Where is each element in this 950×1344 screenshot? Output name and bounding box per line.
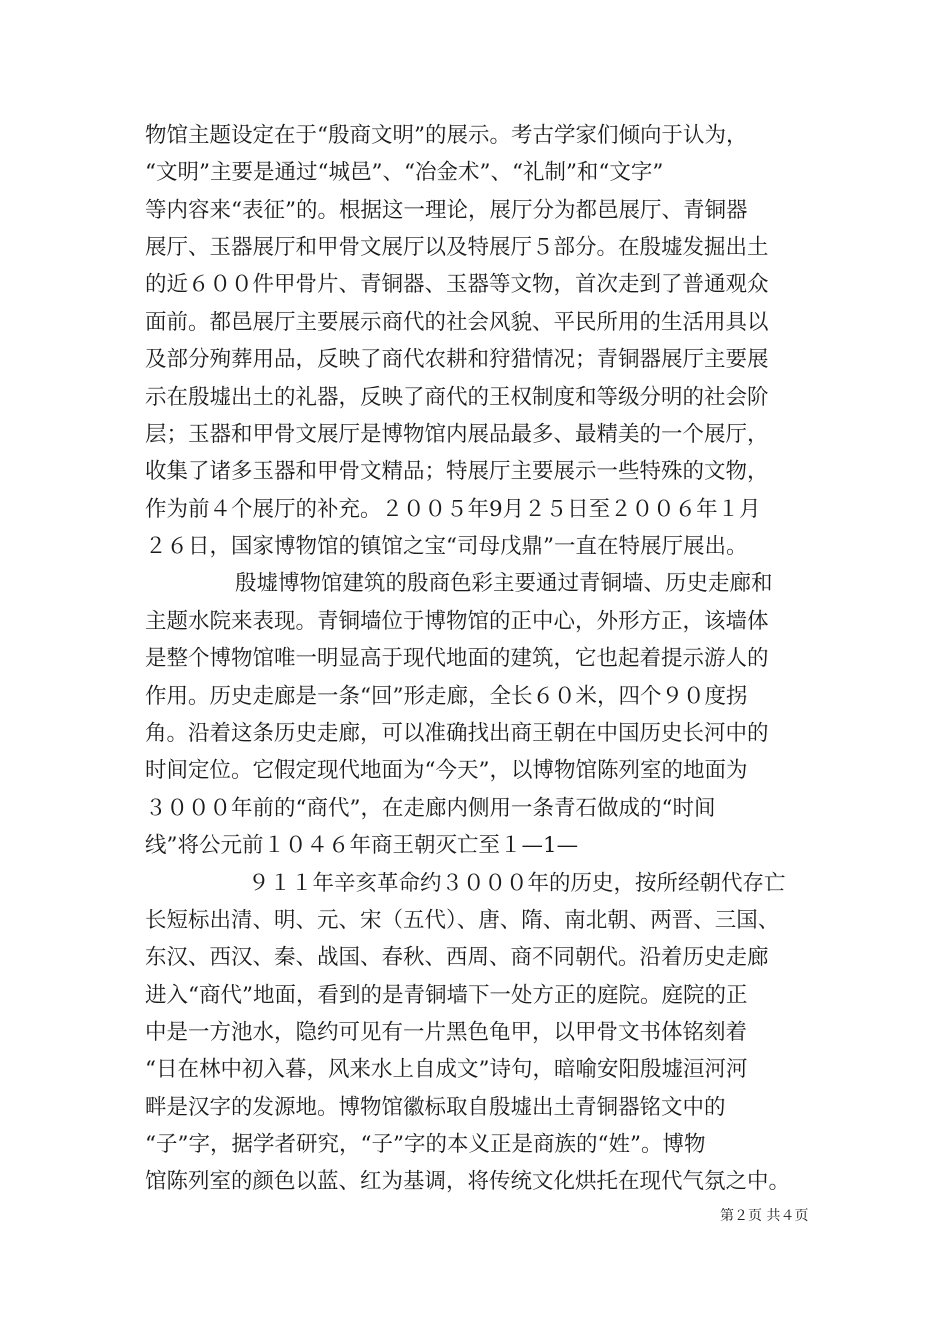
paragraph-1-line-9: 层；玉器和甲骨文展厅是博物馆内展品最多、最精美的一个展厅， bbox=[145, 422, 769, 447]
paragraph-2-line-2: 主题水院来表现。青铜墙位于博物馆的正中心，外形方正，该墙体 bbox=[145, 609, 769, 634]
paragraph-3-line-9: 馆陈列室的颜色以蓝、红为基调，将传统文化烘托在现代气氛之中。 bbox=[145, 1169, 791, 1194]
paragraph-1-line-5: 的近６００件甲骨片、青铜器、玉器等文物，首次走到了普通观众 bbox=[145, 272, 769, 297]
paragraph-3-line-5: 中是一方池水，隐约可见有一片黑色龟甲，以甲骨文书体铭刻着 bbox=[145, 1020, 748, 1045]
paragraph-1-line-7: 及部分殉葬用品，反映了商代农耕和狩猎情况；青铜器展厅主要展 bbox=[145, 347, 769, 372]
paragraph-3-line-4: 进入“商代”地面，看到的是青铜墙下一处方正的庭院。庭院的正 bbox=[145, 983, 748, 1008]
paragraph-1-line-8: 示在殷墟出土的礼器，反映了商代的王权制度和等级分明的社会阶 bbox=[145, 385, 769, 410]
paragraph-3-line-8: “子”字，据学者研究，“子”字的本义正是商族的“姓”。博物 bbox=[145, 1132, 706, 1157]
paragraph-2-line-5: 角。沿着这条历史走廊，可以准确找出商王朝在中国历史长河中的 bbox=[145, 721, 769, 746]
paragraph-2-line-7: ３０００年前的“商代”，在走廊内侧用一条青石做成的“时间 bbox=[145, 796, 716, 821]
paragraph-2-line-8: 线”将公元前１０４６年商王朝灭亡至１—1— bbox=[145, 833, 579, 858]
paragraph-2-line-4: 作用。历史走廊是一条“回”形走廊，全长６０米，四个９０度拐 bbox=[145, 684, 748, 709]
paragraph-3-line-7: 畔是汉字的发源地。博物馆徽标取自殷墟出土青铜器铭文中的 bbox=[145, 1095, 726, 1120]
paragraph-1-line-4: 展厅、玉器展厅和甲骨文展厅以及特展厅５部分。在殷墟发掘出土 bbox=[145, 235, 769, 260]
paragraph-1-line-10: 收集了诸多玉器和甲骨文精品；特展厅主要展示一些特殊的文物， bbox=[145, 459, 769, 484]
paragraph-3-line-6: “日在林中初入暮，风来水上自成文”诗句，暗喻安阳殷墟洹河河 bbox=[145, 1057, 748, 1082]
paragraph-1-line-6: 面前。都邑展厅主要展示商代的社会风貌、平民所用的生活用具以 bbox=[145, 310, 769, 335]
paragraph-1-line-2: “文明”主要是通过“城邑”、“冶金术”、“礼制”和“文字” bbox=[145, 160, 664, 185]
paragraph-2-line-1: 殷墟博物馆建筑的殷商色彩主要通过青铜墙、历史走廊和 bbox=[235, 571, 773, 596]
paragraph-2-line-3: 是整个博物馆唯一明显高于现代地面的建筑，它也起着提示游人的 bbox=[145, 646, 769, 671]
paragraph-2-line-6: 时间定位。它假定现代地面为“今天”，以博物馆陈列室的地面为 bbox=[145, 758, 748, 783]
paragraph-3-line-2: 长短标出清、明、元、宋（五代）、唐、隋、南北朝、两晋、三国、 bbox=[145, 908, 780, 933]
paragraph-1-line-1: 物馆主题设定在于“殷商文明”的展示。考古学家们倾向于认为， bbox=[145, 123, 748, 148]
paragraph-3-line-3: 东汉、西汉、秦、战国、春秋、西周、商不同朝代。沿着历史走廊 bbox=[145, 945, 769, 970]
paragraph-1-line-3: 等内容来“表征”的。根据这一理论，展厅分为都邑展厅、青铜器 bbox=[145, 198, 748, 223]
paragraph-3-line-1: ９１１年辛亥革命约３０００年的历史，按所经朝代存亡 bbox=[248, 871, 786, 896]
paragraph-1-line-11: 作为前４个展厅的补充。２００５年9月２５日至２００６年１月 bbox=[145, 497, 761, 522]
paragraph-1-line-12: ２６日，国家博物馆的镇馆之宝“司母戊鼎”一直在特展厅展出。 bbox=[145, 534, 748, 559]
page-number: 第２页 共４页 bbox=[720, 1208, 809, 1224]
